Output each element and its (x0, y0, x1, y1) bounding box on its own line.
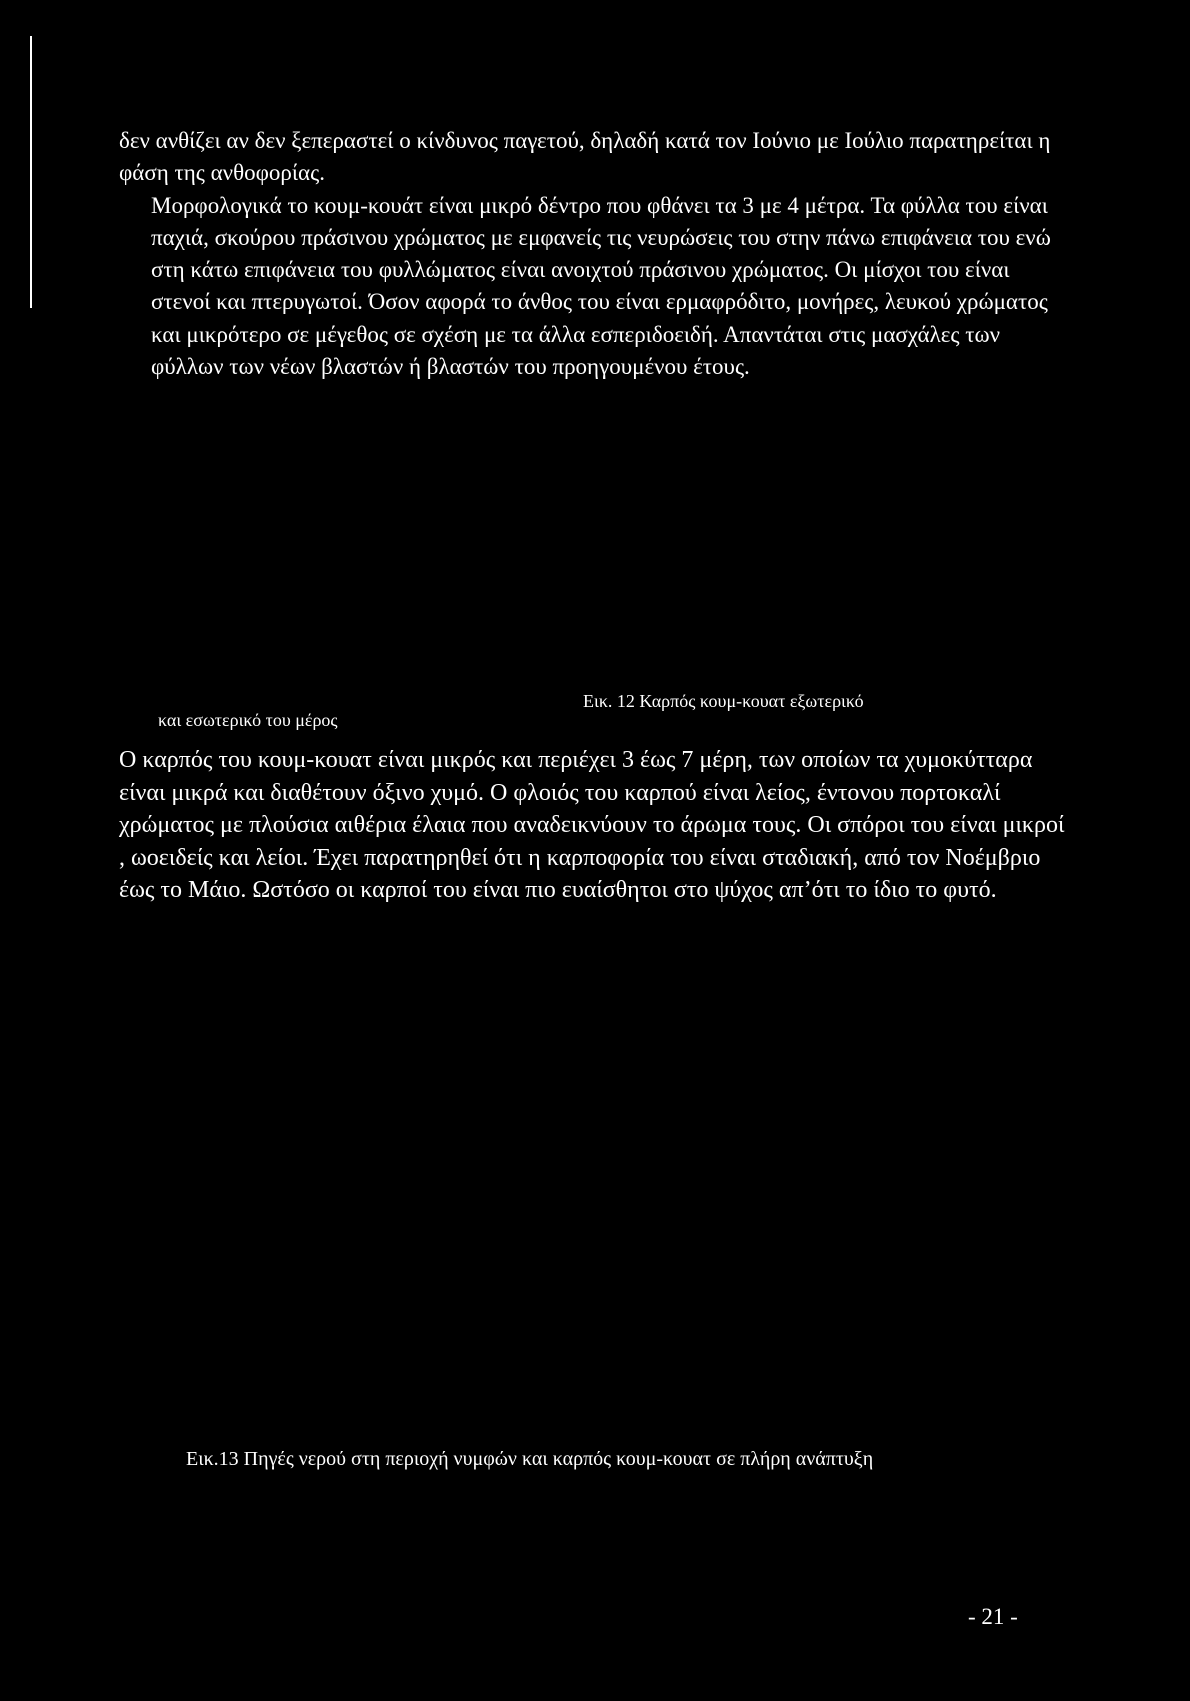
body-paragraph-2: Ο καρπός του κουμ-κουατ είναι μικρός και περιέχει 3 έως 7 μέρη, των οποίων τα χυμοκύτταρα είναι μικρά και διαθέτουν όξινο χυμό. Ο φλοιός του καρπού είναι λείος, έντονου πορτοκαλί χρώματος με πλούσια αιθέρια έλαια που αναδεικνύουν το άρωμα τους. Οι σπόροι του είναι μικροί , ωοειδείς και λείοι. Έχει παρατηρηθεί ότι η καρποφορία του είναι σταδιακή, από τον Νοέμβριο έως το Μάιο. Ωστόσο οι καρποί του είναι πιο ευαίσθητοι στο ψύχος απ’ότι το ίδιο το φυτό. (119, 747, 1065, 903)
figure-12-caption-line-2: και εσωτερικό του μέρος (158, 710, 338, 730)
figure-12-caption-line-1: Εικ. 12 Καρπός κουμ-κουατ εξωτερικό (583, 691, 864, 711)
paragraph-1-main: Μορφολογικά το κουμ-κουάτ είναι μικρό δέντρο που φθάνει τα 3 με 4 μέτρα. Τα φύλλα του είναι παχιά, σκούρου πράσινου χρώματος με εμφανείς τις νευρώσεις του στην πάνω επιφάνεια του ενώ στη κάτω επιφάνεια του φυλλώματος είναι ανοιχτού πράσινου χρώματος. Οι μίσχοι του είναι στενοί και πτερυγωτοί. Όσον αφορά το άνθος του είναι ερμαφρόδιτο, μονήρες, λευκού χρώματος και μικρότερο σε μέγεθος σε σχέση με τα άλλα εσπεριδοειδή. Απαντάται στις μασχάλες των φύλλων των νέων βλαστών ή βλαστών του προηγουμένου έτους. (151, 192, 1051, 380)
page-number: - 21 - (968, 1604, 1018, 1629)
margin-rule (30, 36, 32, 308)
body-paragraph-1 (119, 125, 1059, 383)
paragraph-1-lead: δεν ανθίζει αν δεν ξεπεραστεί ο κίνδυνος παγετού, δηλαδή κατά τον Ιούνιο με Ιούλιο παρατηρείται η φάση της ανθοφορίας. (119, 128, 1051, 186)
figure-13-caption: Εικ.13 Πηγές νερού στη περιοχή νυμφών και καρπός κουμ-κουατ σε πλήρη ανάπτυξη (186, 1448, 874, 1470)
